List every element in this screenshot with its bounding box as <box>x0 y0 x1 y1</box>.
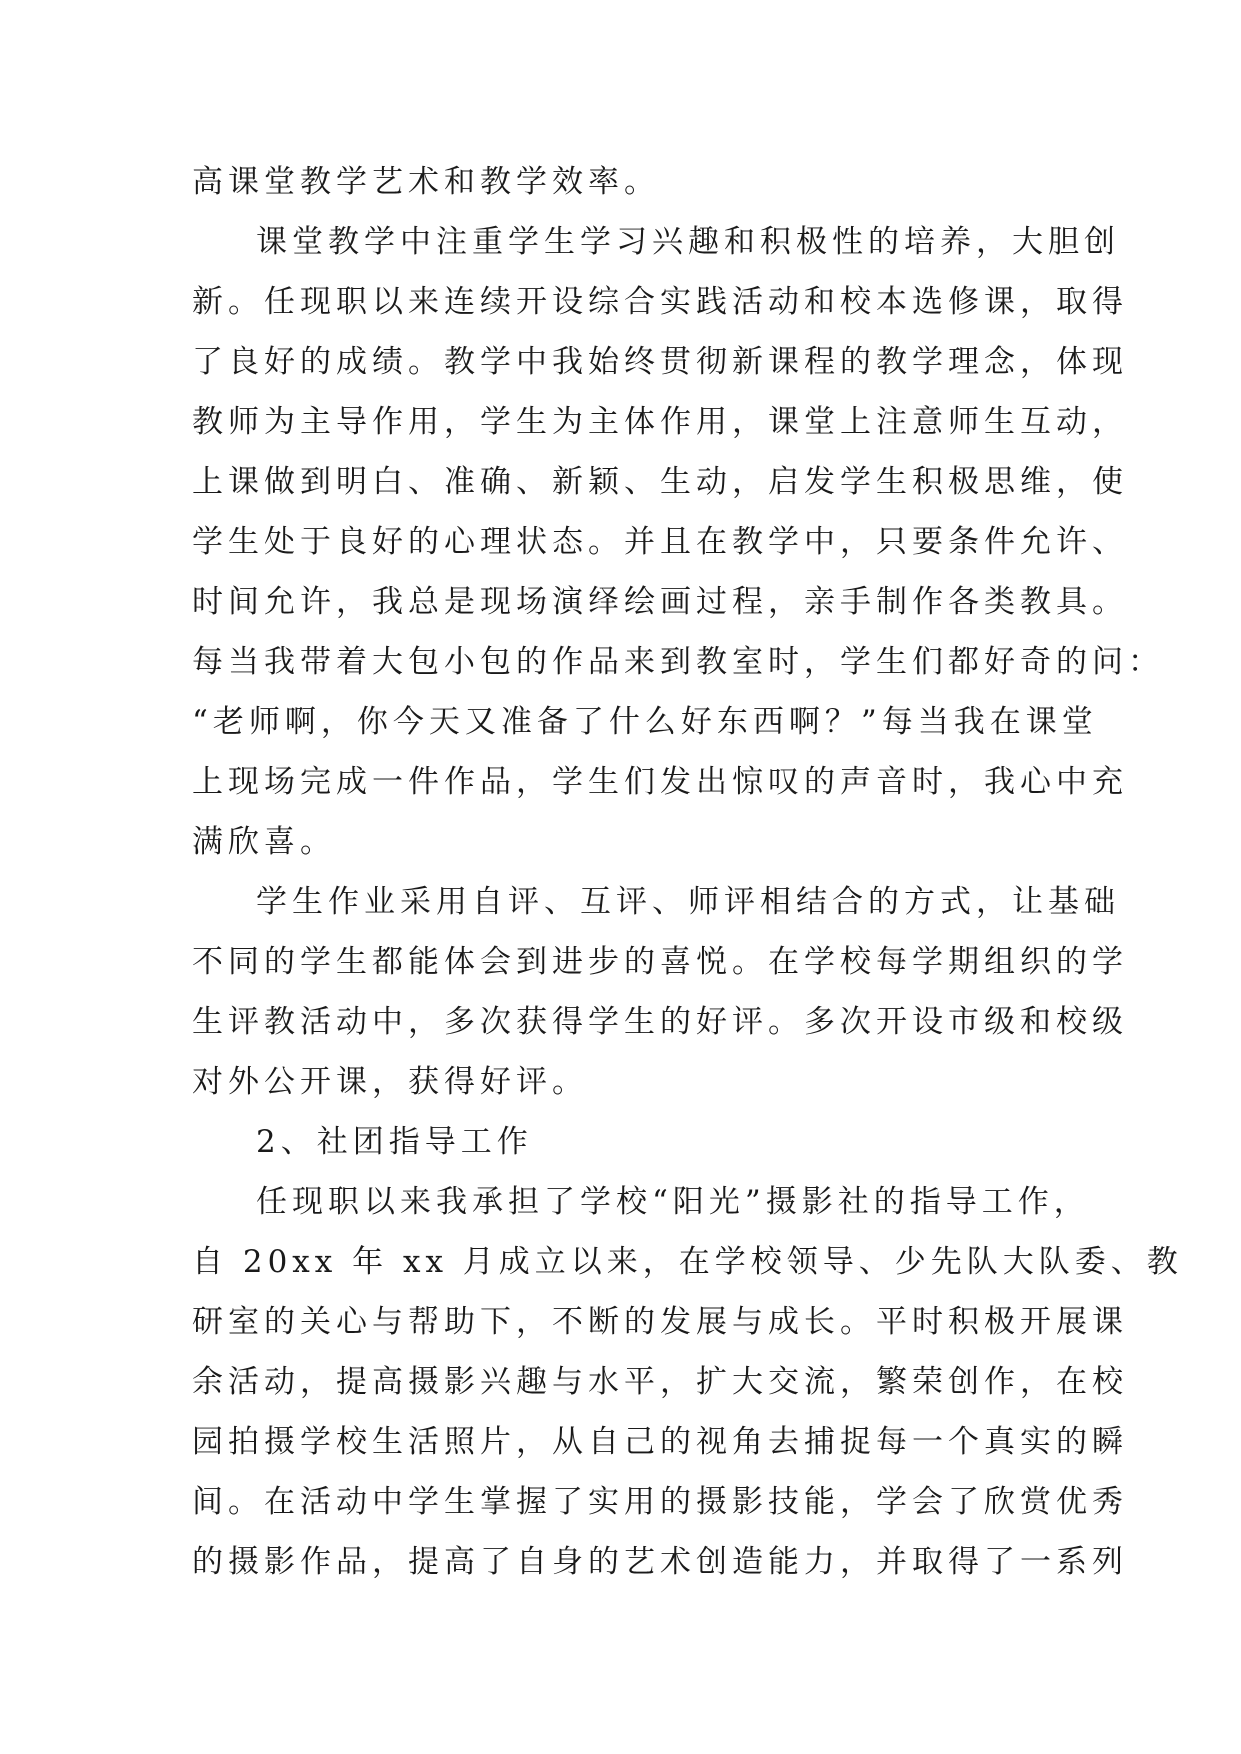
paragraph-start-line: 任现职以来我承担了学校“阳光”摄影社的指导工作， <box>256 1184 1090 1220</box>
text-line: 研室的关心与帮助下，不断的发展与成长。平时积极开展课 <box>192 1304 1128 1340</box>
text-line: 余活动，提高摄影兴趣与水平，扩大交流，繁荣创作，在校 <box>192 1364 1128 1400</box>
text-line: 教师为主导作用，学生为主体作用，课堂上注意师生互动， <box>192 404 1128 440</box>
text-line: 不同的学生都能体会到进步的喜悦。在学校每学期组织的学 <box>192 944 1128 980</box>
text-line: 上现场完成一件作品，学生们发出惊叹的声音时，我心中充 <box>192 764 1128 800</box>
text-line: 间。在活动中学生掌握了实用的摄影技能，学会了欣赏优秀 <box>192 1484 1128 1520</box>
text-line: 新。任现职以来连续开设综合实践活动和校本选修课，取得 <box>192 284 1128 320</box>
text-line: 了良好的成绩。教学中我始终贯彻新课程的教学理念，体现 <box>192 344 1128 380</box>
text-line: 满欣喜。 <box>192 824 336 860</box>
paragraph-start-line: 学生作业采用自评、互评、师评相结合的方式，让基础 <box>256 884 1120 920</box>
text-line: 学生处于良好的心理状态。并且在教学中，只要条件允许、 <box>192 524 1128 560</box>
text-line: 园拍摄学校生活照片，从自己的视角去捕捉每一个真实的瞬 <box>192 1424 1128 1460</box>
text-line: 上课做到明白、准确、新颖、生动，启发学生积极思维，使 <box>192 464 1128 500</box>
text-line: “老师啊，你今天又准备了什么好东西啊？”每当我在课堂 <box>192 704 1098 740</box>
text-line: 对外公开课，获得好评。 <box>192 1064 588 1100</box>
text-line: 自 20xx 年 xx 月成立以来，在学校领导、少先队大队委、教 <box>192 1244 1183 1280</box>
section-heading: 2、社团指导工作 <box>256 1124 533 1160</box>
text-line: 高课堂教学艺术和教学效率。 <box>192 164 660 200</box>
text-line: 的摄影作品，提高了自身的艺术创造能力，并取得了一系列 <box>192 1544 1128 1580</box>
paragraph-start-line: 课堂教学中注重学生学习兴趣和积极性的培养，大胆创 <box>256 224 1120 260</box>
text-line: 每当我带着大包小包的作品来到教室时，学生们都好奇的问： <box>192 644 1164 680</box>
text-line: 生评教活动中，多次获得学生的好评。多次开设市级和校级 <box>192 1004 1128 1040</box>
text-line: 时间允许，我总是现场演绎绘画过程，亲手制作各类教具。 <box>192 584 1128 620</box>
document-body <box>192 152 1183 1592</box>
